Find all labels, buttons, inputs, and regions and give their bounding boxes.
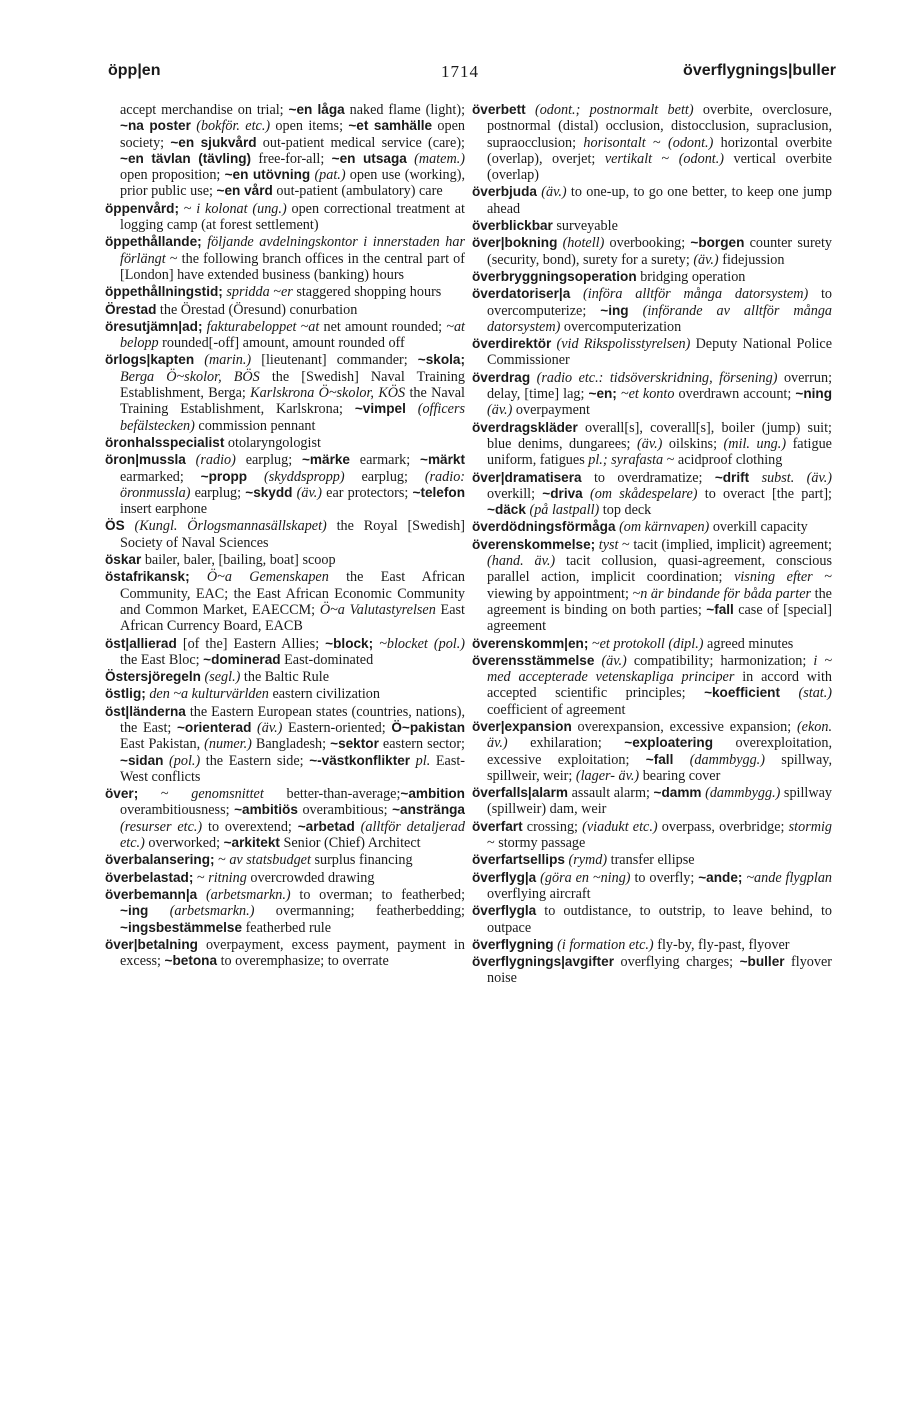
dictionary-entry: överdatoriser|a (införa alltför många datorsystem) to overcomputerize; ~ing (införande av alltför många datorsystem) overcomputerization: [472, 286, 833, 335]
dictionary-entry: överbelastad; ~ ritning overcrowded drawing: [105, 869, 375, 886]
dictionary-entry: ÖS (Kungl. Örlogsmannasällskapet) the Royal [Swedish] Society of Naval Sciences: [105, 518, 465, 551]
dictionary-entry: accept merchandise on trial; ~en låga naked flame (light); ~na poster (bokför. etc.) open items; ~et samhälle open society; ~en sjukvård out-patient medical service (care); ~en tävlan (tävling) free-for-all; ~en utsaga (matem.) open proposition; ~en utövning (pat.) open use (working), prior public use; ~en vård out-patient (ambulatory) care: [120, 102, 466, 200]
dictionary-entry: överfart crossing; (viadukt etc.) overpass, overbridge; stormig ~ stormy passage: [472, 818, 832, 852]
dictionary-entry: överfartsellips (rymd) transfer ellipse: [472, 852, 695, 869]
dictionary-entry: östlig; den ~a kulturvärlden eastern civilization: [105, 686, 380, 703]
dictionary-entry: överbalansering; ~ av statsbudget surplus financing: [105, 852, 413, 869]
dictionary-entry: överbett (odont.; postnormalt bett) overbite, overclosure, postnormal (distal) occlusion, distocclusion, supraclusion, supraocclusion; horisontalt ~ (odont.) horizontal overbite (overlap), overjet; vertikalt ~ (odont.) vertical overbite (overlap): [472, 102, 832, 184]
dictionary-entry: överdirektör (vid Rikspolisstyrelsen) Deputy National Police Commissioner: [472, 336, 832, 369]
dictionary-entry: överflygnings|avgifter overflying charges; ~buller flyover noise: [472, 954, 832, 987]
dictionary-entry: överblickbar surveyable: [472, 218, 618, 235]
dictionary-entry: överflygning (i formation etc.) fly-by, fly-past, flyover: [472, 936, 790, 953]
dictionary-entry: östafrikansk; Ö~a Gemenskapen the East African Community, EAC; the East African Economic Community and Common Market, EAECCM; Ö~a Valutastyrelsen East African Currency Board, EACB: [105, 569, 465, 635]
dictionary-entry: över|expansion overexpansion, excessive expansion; (ekon. äv.) exhilaration; ~exploatering overexploitation, excessive exploitation; ~fall (dammbygg.) spillway, spillweir, weir; (lager- äv.) bearing cover: [472, 718, 833, 784]
dictionary-entry: öskar bailer, baler, [bailing, boat] scoop: [105, 552, 336, 569]
dictionary-entry: öst|allierad [of the] Eastern Allies; ~block; ~blocket (pol.) the East Bloc; ~dominerad East-dominated: [105, 635, 465, 668]
dictionary-entry: över|bokning (hotell) overbooking; ~borgen counter surety (security, bond), surety for a surety; (äv.) fidejussion: [472, 235, 833, 268]
dictionary-entry: överdragskläder overall[s], coverall[s], boiler (jump) suit; blue denims, dungarees; (äv.) oilskins; (mil. ung.) fatigue uniform, fatigues pl.; syrafasta ~ acidproof clothing: [472, 419, 832, 469]
dictionary-entry: öst|länderna the Eastern European states (countries, nations), the East; ~orienterad (äv.) Eastern-oriented; Ö~pakistan East Pakistan, (numer.) Bangladesh; ~sektor eastern sector; ~sidan (pol.) the Eastern side; ~-västkonflikter pl. East-West conflicts: [105, 703, 466, 785]
dictionary-entry: öppethållande; följande avdelningskontor i innerstaden har förlängt ~ the following branch offices in the central part of [London] have extended business (banking) hours: [105, 234, 466, 283]
dictionary-entry: Örestad the Örestad (Öresund) conurbation: [105, 301, 358, 318]
dictionary-entry: över|dramatisera to overdramatize; ~drift subst. (äv.) overkill; ~driva (om skådespelare) to overact [the part]; ~däck (på lastpall) top deck: [472, 469, 832, 519]
dictionary-entry: överdödningsförmåga (om kärnvapen) overkill capacity: [472, 519, 808, 536]
dictionary-entry: överbjuda (äv.) to one-up, to go one better, to keep one jump ahead: [472, 184, 832, 217]
dictionary-entry: öppenvård; ~ i kolonat (ung.) open correctional treatment at logging camp (at forest settlement): [105, 200, 465, 234]
right-column: [472, 102, 832, 988]
dictionary-entry: överfalls|alarm assault alarm; ~damm (dammbygg.) spillway (spillweir) dam, weir: [472, 785, 832, 818]
dictionary-entry: överenskommelse; tyst ~ tacit (implied, implicit) agreement; (hand. äv.) tacit collusion, quasi-agreement, conscious parallel action, implicit coordination; visning efter ~ viewing by appointment; ~n är bindande för båda parter the agreement is binding on both parties; ~fall case of [special] agreement: [472, 536, 833, 635]
dictionary-entry: överflyg|a (göra en ~ning) to overfly; ~ande; ~ande flygplan overflying aircraft: [472, 869, 833, 902]
dictionary-entry: öronhalsspecialist otolaryngologist: [105, 434, 321, 451]
running-head: [0, 62, 920, 86]
left-column: [105, 102, 465, 970]
dictionary-entry: över; ~ genomsnittet better-than-average;~ambition overambitiousness; ~ambitiös overambitious; ~anstränga (resurser etc.) to overextend; ~arbetad (alltför detaljerad etc.) overworked; ~arkitekt Senior (Chief) Architect: [105, 786, 465, 852]
dictionary-entry: öron|mussla (radio) earplug; ~märke earmark; ~märkt earmarked; ~propp (skyddspropp) earplug; (radio: öronmussla) earplug; ~skydd (äv.) ear protectors; ~telefon insert earphone: [105, 452, 466, 518]
page-number: 1714: [441, 62, 479, 81]
dictionary-entry: öresutjämn|ad; fakturabeloppet ~at net amount rounded; ~at belopp rounded[-off] amount, amount rounded off: [105, 318, 465, 352]
dictionary-entry: Östersjöregeln (segl.) the Baltic Rule: [105, 669, 330, 686]
dictionary-entry: överensstämmelse (äv.) compatibility; harmonization; i ~ med accepterade vetenskapliga principer in accord with accepted scientific principles; ~koefficient (stat.) coefficient of agreement: [472, 652, 833, 718]
dictionary-entry: överenskomm|en; ~et protokoll (dipl.) agreed minutes: [472, 635, 794, 652]
right-guide-word: överflygnings|buller: [683, 62, 836, 79]
dictionary-entry: över|betalning overpayment, excess payment, payment in excess; ~betona to overemphasize; to overrate: [105, 936, 465, 970]
dictionary-entry: överflygla to outdistance, to outstrip, to leave behind, to outpace: [472, 903, 832, 936]
dictionary-entry: överbryggningsoperation bridging operation: [472, 268, 746, 285]
dictionary-entry: överbemann|a (arbetsmarkn.) to overman; to featherbed; ~ing (arbetsmarkn.) overmanning; featherbedding; ~ingsbestämmelse featherbed rule: [105, 886, 466, 936]
dictionary-entry: öppethållningstid; spridda ~er staggered shopping hours: [105, 284, 442, 301]
dictionary-entry: örlogs|kapten (marin.) [lieutenant] commander; ~skola; Berga Ö~skolor, BÖS the [Swedish] Naval Training Establishment, Berga; Karlskrona Ö~skolor, KÖS the Naval Training Establishment, Karlskrona; ~vimpel (officers befälstecken) commission pennant: [105, 352, 465, 434]
dictionary-entry: överdrag (radio etc.: tidsöverskridning, försening) overrun; delay, [time] lag; ~en; ~et konto overdrawn account; ~ning (äv.) overpayment: [472, 369, 833, 419]
left-guide-word: öpp|en: [108, 62, 161, 79]
